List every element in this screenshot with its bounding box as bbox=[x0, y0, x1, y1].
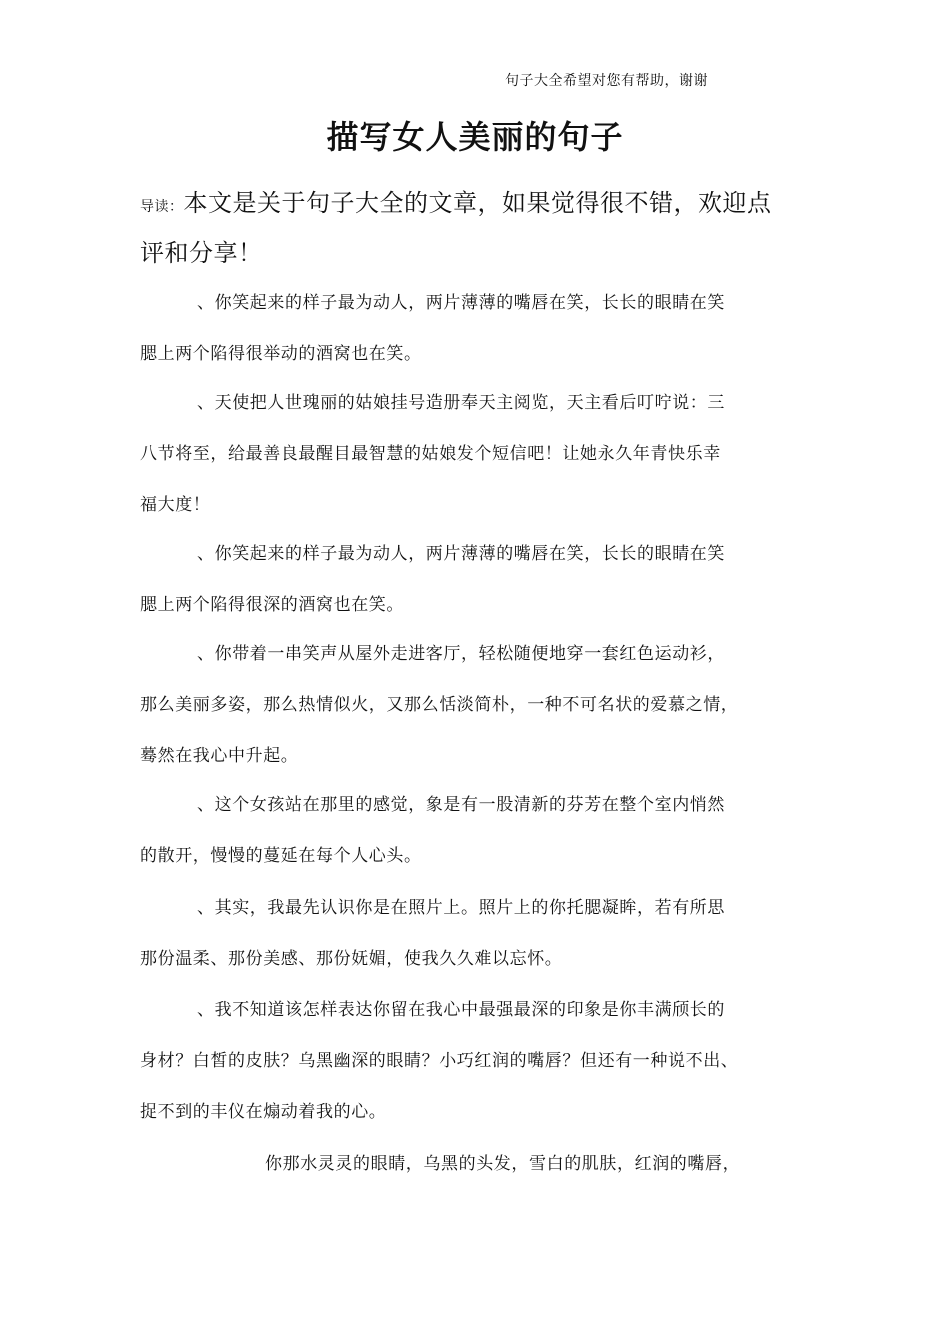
paragraph-8 bbox=[140, 1139, 828, 1190]
paragraph-line: 那份温柔、那份美感、那份妩媚，使我久久难以忘怀。 bbox=[140, 949, 563, 969]
intro-label: 导读： bbox=[140, 199, 184, 215]
paragraph-line: 腮上两个陷得很深的酒窝也在笑。 bbox=[140, 595, 404, 615]
paragraph-line: 福大度！ bbox=[140, 495, 211, 515]
paragraph-3 bbox=[140, 529, 828, 631]
paragraph-line: 、你笑起来的样子最为动人，两片薄薄的嘴唇在笑，长长的眼睛在笑 bbox=[197, 293, 725, 313]
paragraph-line: 、你笑起来的样子最为动人，两片薄薄的嘴唇在笑，长长的眼睛在笑 bbox=[197, 544, 725, 564]
paragraph-line: 你那水灵灵的眼睛，乌黑的头发，雪白的肌肤，红润的嘴唇， bbox=[265, 1154, 741, 1174]
intro-block bbox=[140, 180, 820, 276]
paragraph-line: 蓦然在我心中升起。 bbox=[140, 746, 299, 766]
intro-text-line1: 本文是关于句子大全的文章，如果觉得很不错，欢迎点 bbox=[183, 189, 772, 217]
paragraph-5 bbox=[140, 780, 828, 882]
paragraph-line: 身材？白皙的皮肤？乌黑幽深的眼睛？小巧红润的嘴唇？但还有一种说不出、 bbox=[140, 1051, 739, 1071]
paragraph-2 bbox=[140, 378, 828, 531]
header-note: 句子大全希望对您有帮助，谢谢 bbox=[505, 73, 708, 89]
paragraph-line: 八节将至，给最善良最醒目最智慧的姑娘发个短信吧！让她永久年青快乐幸 bbox=[140, 444, 721, 464]
paragraph-line: 捉不到的丰仪在煽动着我的心。 bbox=[140, 1102, 387, 1122]
paragraph-line: 腮上两个陷得很举动的酒窝也在笑。 bbox=[140, 344, 422, 364]
paragraph-6 bbox=[140, 883, 828, 985]
paragraph-line: 那么美丽多姿，那么热情似火，又那么恬淡简朴，一种不可名状的爱慕之情， bbox=[140, 695, 739, 715]
paragraph-line: 、这个女孩站在那里的感觉，象是有一股清新的芬芳在整个室内悄然 bbox=[197, 795, 725, 815]
paragraph-line: 、你带着一串笑声从屋外走进客厅，轻松随便地穿一套红色运动衫， bbox=[197, 644, 725, 664]
paragraph-line: 、天使把人世瑰丽的姑娘挂号造册奉天主阅览，天主看后叮咛说：三 bbox=[197, 393, 725, 413]
paragraph-7 bbox=[140, 985, 828, 1138]
page-title: 描写女人美丽的句子 bbox=[326, 118, 624, 156]
intro-text-line2: 评和分享！ bbox=[140, 239, 263, 267]
paragraph-line: 、我不知道该怎样表达你留在我心中最强最深的印象是你丰满颀长的 bbox=[197, 1000, 725, 1020]
paragraph-line: 的散开，慢慢的蔓延在每个人心头。 bbox=[140, 846, 422, 866]
paragraph-4 bbox=[140, 629, 828, 782]
paragraph-line: 、其实，我最先认识你是在照片上。照片上的你托腮凝眸，若有所思 bbox=[197, 898, 725, 918]
paragraph-1 bbox=[140, 278, 828, 380]
